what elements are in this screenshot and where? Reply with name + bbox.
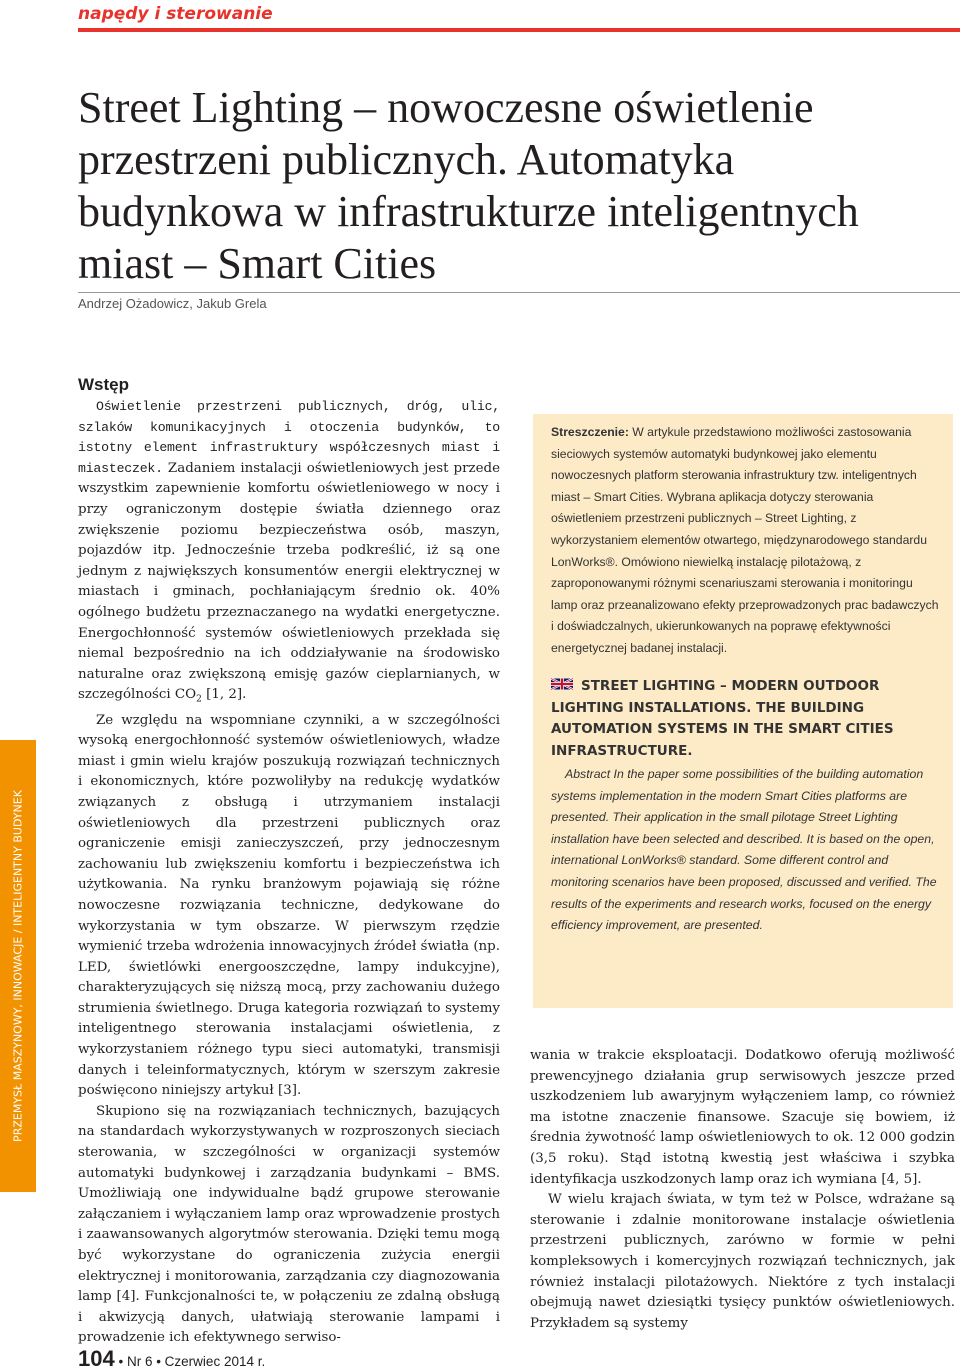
abstract-pl-label: Streszczenie: — [551, 425, 629, 439]
abstract-en-text: Abstract In the paper some possibilities of the building automation systems implementation in the modern Smart Cities platforms are presented. Their application in the small pilotage Street Lighting installation have been selected and described. It is based on the open, international LonWorks® standard. Some different control and monitoring scenarios have been proposed, discussed and verified. The results of the experiments and research works, focused on the energy efficiency improvement, are presented. — [551, 767, 937, 933]
left-column — [78, 375, 500, 1349]
title-divider — [78, 292, 960, 293]
issue-info: • Nr 6 • Czerwiec 2014 r. — [114, 1354, 266, 1369]
section-heading: Wstęp — [78, 375, 129, 394]
paragraph-1 — [78, 397, 500, 711]
paragraph-5: W wielu krajach świata, w tym też w Polsce, wdrażane są sterowanie i zdalnie monitorowane instalacje oświetlenia przestrzeni publicznych, zarówno w formie w pełni kompleksowych i komercyjnych rozwiązań technicznych, jak również instalacji pilotażowych. Niektóre z tych instalacji obejmują nawet dziesiątki tysięcy punktów oświetleniowych. Przykładem są systemy — [530, 1192, 955, 1331]
abstract-pl-text: W artykule przedstawiono możliwości zastosowania sieciowych systemów automatyki budynkowej jako elementu nowoczesnych platform sterowania infrastruktury tzw. inteligentnych miast – Smart Cities. Wybrana aplikacja dotyczy sterowania oświetleniem przestrzeni publicznych – Street Lighting, z wykorzystaniem elementów otwartego, międzynarodowego standardu LonWorks®. Omówiono niewielką instalację pilotażową, z zaproponowanymi różnymi scenariuszami sterowania i monitoringu lamp oraz przeanalizowano efekty przeprowadzonych prac badawczych i doświadczalnych, ukierunkowanych na poprawę efektywności energetycznej badanej instalacji. — [551, 425, 939, 655]
paragraph-1-body: Zadaniem instalacji oświetleniowych jest przede wszystkim zapewnienie komfortu oświetleniowego w nocy i przy ograniczonym dostępie światła dziennego oraz zwiększenie poziomu bezpieczeństwa osób, maszyn, pojazdów itp. Jednocześnie trzeba podkreślić, iż są one jednym z największych konsumentów energii elektrycznej w miastach i gminach, pochłaniającym średnio ok. 40% ogólnego budżetu przeznaczanego na wydatki energetyczne. Energochłonność systemów oświetleniowych przekłada się niemal bezpośrednio na ich oddziaływanie na środowisko naturalne oraz zwiększoną emisję gazów cieplarnianych, w szczególności CO — [78, 460, 500, 703]
page-footer — [78, 1346, 265, 1372]
authors: Andrzej Ożadowicz, Jakub Grela — [78, 296, 267, 311]
page-number: 104 — [78, 1346, 115, 1371]
side-category-text: PRZEMYSŁ MASZYNOWY, INNOWACJE / INTELIGENTNY BUDYNEK — [11, 790, 25, 1142]
section-rule — [78, 28, 960, 32]
paragraph-3: Skupiono się na rozwiązaniach technicznych, bazujących na standardach wykorzystywanych w rozproszonych sieciach sterowania, w szczególności w organizacji systemów automatyki budynkowej i zarządzania budynkami – BMS. Umożliwiają one indywidualne bądź grupowe sterowanie załączaniem i wyłączaniem lamp oraz wprowadzenie prostych i zaawansowanych algorytmów sterowania. Dzięki temu mogą być wykorzystane do ograniczenia zużycia energii elektrycznej i monitorowania, zarządzania czy diagnozowania lamp [4]. Funkcjonalności te, w połączeniu ze zdalną obsługą i akwizycją danych, ułatwiają sterowanie lampami i prowadzenie ich efektywnego serwiso- — [78, 1103, 500, 1346]
section-label — [0, 0, 300, 28]
section-label-text: napędy i sterowanie — [78, 4, 273, 24]
article-title: Street Lighting – nowoczesne oświetlenie przestrzeni publicznych. Automatyka budynkowa w infrastrukturze inteligentnych miast – Smart Cities — [78, 83, 859, 288]
side-category-tab — [0, 740, 36, 1192]
abstract-en-title — [551, 676, 939, 762]
paragraph-1-lead: Oświetlenie przestrzeni publicznych, dróg, ulic, szlaków komunikacyjnych i otoczenia budynków, to istotny element infrastruktury współczesnych miast i miasteczek. — [78, 399, 500, 476]
abstract-en-title-text: STREET LIGHTING – MODERN OUTDOOR LIGHTING INSTALLATIONS. THE BUILDING AUTOMATION SYSTEMS IN THE SMART CITIES INFRASTRUCTURE. — [551, 678, 894, 759]
paragraph-1-end: [1, 2]. — [201, 687, 247, 703]
right-column — [530, 1046, 955, 1334]
abstract-pl — [551, 422, 939, 660]
paragraph-2: Ze względu na wspomniane czynniki, a w szczególności wysoką energochłonność systemów oświetleniowych, władze miast i gmin wielu krajów poszukują rozwiązań technicznych i ekonomicznych, które pozwoliłyby na redukcję wydatków związanych z obsługą i utrzymaniem instalacji oświetleniowych dla przestrzeni publicznych oraz ograniczenie emisji zanieczyszczeń, przy jednoczesnym zachowaniu lub zwiększeniu komfortu i bezpieczeństwa ich użytkowania. Na rynku branżowym pojawiają się różne nowoczesne rozwiązania techniczne, dedykowane do wykorzystania w tym obszarze. W pierwszym rzędzie wymienić trzeba wdrożenia innowacyjnych źródeł światła (np. LED, świetlówki energooszczędne, lampy indukcyjne), charakteryzujących się niższą mocą, przy zachowaniu dużego strumienia świetlnego. Druga kategoria rozwiązań to systemy inteligentnego sterowania instalacjami oświetlenia, z wykorzystaniem różnego typu sieci automatyki, transmisji danych i teleinformatycznych, którym w szerszym zakresie poświęcono niniejszy artykuł [3]. — [78, 712, 500, 1099]
uk-flag-icon — [551, 677, 573, 691]
paragraph-4: wania w trakcie eksploatacji. Dodatkowo oferują możliwość prewencyjnego działania grup serwisowych jeszcze przed uszkodzeniem lub awaryjnym wyłączeniem lamp, co również ma istotne znaczenie finansowe. Szacuje się bowiem, iż średnia żywotność lamp oświetleniowych to ok. 12 000 godzin (3,5 roku). Stąd istotną kwestią jest właściwa i szybka identyfikacja uszkodzonych lamp oraz ich wymiana [4, 5]. — [530, 1048, 955, 1187]
co2-subscript: 2 — [196, 694, 202, 705]
